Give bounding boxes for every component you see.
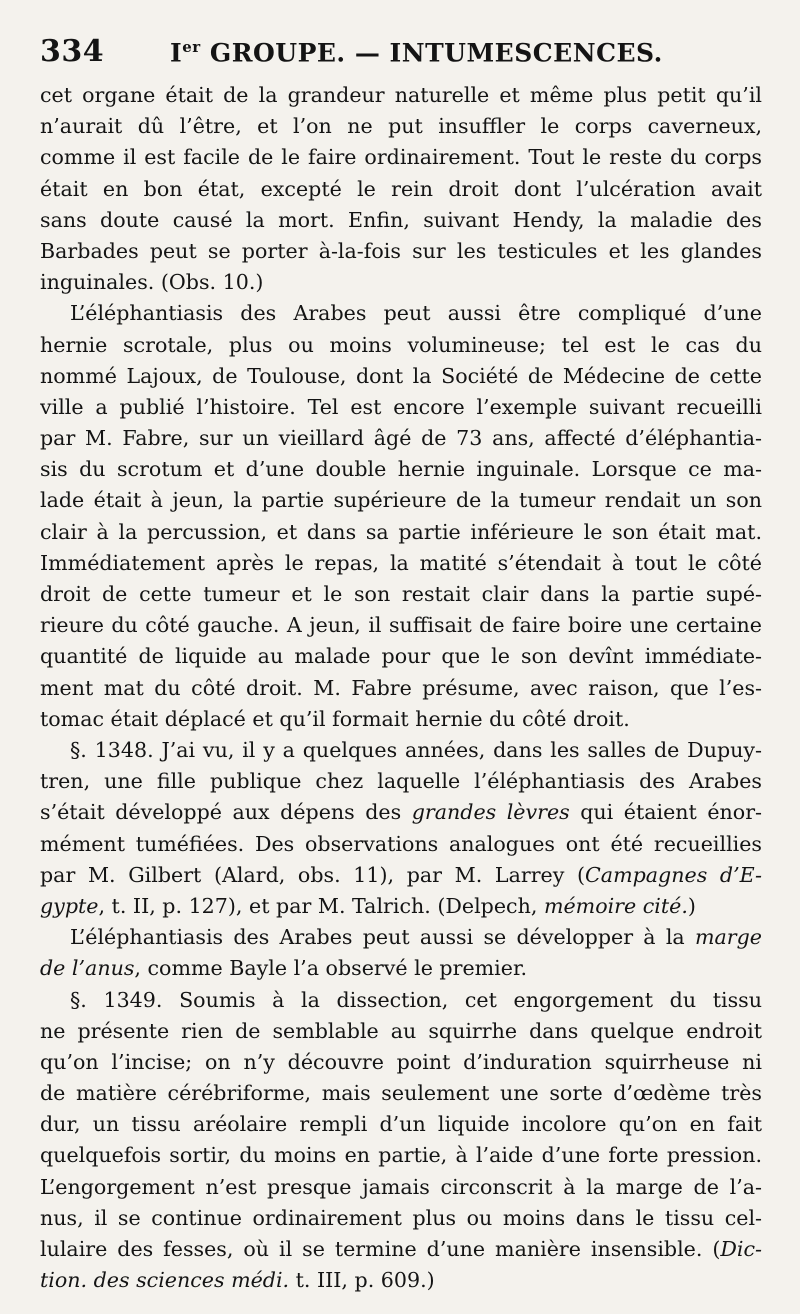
text-line bbox=[40, 1078, 762, 1109]
text-line bbox=[40, 1016, 762, 1047]
text-line bbox=[40, 953, 762, 984]
group-label: I bbox=[170, 38, 183, 67]
running-head bbox=[40, 34, 762, 80]
paragraph bbox=[40, 922, 762, 984]
text-line bbox=[40, 922, 762, 953]
text-line bbox=[40, 298, 762, 329]
text-run: n’aurait dû l’être, et l’on ne put insuffler le corps caverneux, bbox=[40, 114, 762, 139]
text-run: cet organe était de la grandeur naturelle et même plus petit qu’il bbox=[40, 83, 762, 107]
text-run: était en bon état, excepté le rein droit dont l’ulcération avait bbox=[40, 176, 762, 201]
text-line bbox=[40, 797, 762, 828]
text-run: s’était développé aux dépens des bbox=[40, 800, 412, 825]
paragraph bbox=[40, 80, 762, 298]
text-run: hernie scrotale, plus ou moins volumineuse; tel est le cas du bbox=[40, 332, 762, 357]
text-line bbox=[40, 891, 762, 922]
text-run: L’engorgement n’est presque jamais circonscrit à la marge de l’a- bbox=[40, 1174, 762, 1199]
text-run: , t. II, p. 127), et par M. Talrich. (Delpech, bbox=[98, 893, 544, 918]
text-run: tren, une fille publique chez laquelle l’éléphantiasis des Arabes bbox=[40, 769, 762, 794]
paragraph bbox=[40, 298, 762, 735]
paragraph bbox=[40, 735, 762, 922]
text-line bbox=[40, 454, 762, 485]
text-line bbox=[40, 1140, 762, 1171]
text-run: ville a publié l’histoire. Tel est encore l’exemple suivant recueilli bbox=[40, 394, 762, 419]
text-run: L’éléphantiasis des Arabes peut aussi se développer à la bbox=[70, 925, 695, 950]
text-run: lulaire des fesses, où il se termine d’une manière insensible. ( bbox=[40, 1237, 721, 1261]
text-run: lade était à jeun, la partie supérieure de la tumeur rendait un son bbox=[40, 488, 762, 513]
text-line bbox=[40, 610, 762, 641]
text-run: rieure du côté gauche. A jeun, il suffisait de faire boire une certaine bbox=[40, 613, 762, 638]
text-line bbox=[40, 1047, 762, 1078]
text-line bbox=[40, 392, 762, 423]
text-line bbox=[40, 485, 762, 516]
text-line bbox=[40, 1203, 762, 1234]
text-run: Barbades peut se porter à-la-fois sur les testicules et les glandes bbox=[40, 238, 762, 263]
text-run: comme il est facile de le faire ordinairement. Tout le reste du corps bbox=[40, 145, 762, 170]
text-run: sans doute causé la mort. Enfin, suivant Hendy, la maladie des bbox=[40, 207, 762, 232]
text-line bbox=[40, 517, 762, 548]
text-line bbox=[40, 1109, 762, 1140]
italic-text: Campagnes d’E- bbox=[585, 862, 762, 887]
italic-text: tion. des sciences médi. bbox=[40, 1268, 290, 1293]
text-line bbox=[40, 766, 762, 797]
text-line bbox=[40, 142, 762, 173]
group-title: GROUPE. — INTUMESCENCES. bbox=[200, 38, 663, 67]
text-line bbox=[40, 111, 762, 142]
text-line bbox=[40, 205, 762, 236]
text-line bbox=[40, 548, 762, 579]
italic-text: de l’anus bbox=[40, 956, 135, 981]
italic-text: grandes lèvres bbox=[411, 800, 570, 825]
text-run: §. 1348. J’ai vu, il y a quelques années, dans les salles de Dupuy- bbox=[70, 737, 762, 762]
text-run: quelquefois sortir, du moins en partie, à l’aide d’une forte pression. bbox=[40, 1143, 762, 1168]
text-run: ) bbox=[687, 893, 696, 918]
text-line bbox=[40, 860, 762, 891]
text-run: , comme Bayle l’a observé le premier. bbox=[134, 956, 528, 981]
italic-text: Dic- bbox=[720, 1237, 762, 1261]
text-line bbox=[40, 704, 762, 735]
text-run: de matière cérébriforme, mais seulement une sorte d’œdème très bbox=[40, 1081, 762, 1106]
text-run: tomac était déplacé et qu’il formait hernie du côté droit. bbox=[40, 706, 630, 731]
page-number: 334 bbox=[40, 34, 105, 69]
text-run: t. III, p. 609.) bbox=[289, 1268, 435, 1293]
text-run: ment mat du côté droit. M. Fabre présume, avec raison, que l’es- bbox=[40, 675, 762, 700]
text-run: qu’on l’incise; on n’y découvre point d’induration squirrheuse ni bbox=[40, 1049, 762, 1074]
text-line bbox=[40, 361, 762, 392]
text-run: inguinales. (Obs. 10.) bbox=[40, 270, 264, 295]
group-sup: er bbox=[182, 37, 201, 56]
text-line bbox=[40, 829, 762, 860]
text-run: nus, il se continue ordinairement plus ou moins dans le tissu cel- bbox=[40, 1205, 762, 1230]
text-run: droit de cette tumeur et le son restait clair dans la partie supé- bbox=[40, 582, 762, 607]
body-text bbox=[40, 80, 762, 1296]
text-line bbox=[40, 174, 762, 205]
italic-text: marge bbox=[694, 925, 762, 950]
running-title bbox=[170, 38, 762, 67]
text-run: qui étaient énor- bbox=[569, 800, 762, 825]
text-line bbox=[40, 1265, 762, 1296]
text-line bbox=[40, 985, 762, 1016]
text-line bbox=[40, 267, 762, 298]
text-run: par M. Gilbert (Alard, obs. 11), par M. Larrey ( bbox=[40, 862, 586, 887]
text-run: dur, un tissu aréolaire rempli d’un liquide incolore qu’on en fait bbox=[40, 1112, 762, 1137]
text-run: sis du scrotum et d’une double hernie inguinale. Lorsque ce ma- bbox=[40, 457, 762, 482]
text-line bbox=[40, 330, 762, 361]
text-run: mément tuméfiées. Des observations analogues ont été recueillies bbox=[40, 831, 762, 856]
text-line bbox=[40, 423, 762, 454]
text-run: Immédiatement après le repas, la matité s’étendait à tout le côté bbox=[40, 550, 762, 575]
text-line bbox=[40, 673, 762, 704]
text-run: ne présente rien de semblable au squirrhe dans quelque endroit bbox=[40, 1018, 762, 1043]
text-line bbox=[40, 1234, 762, 1265]
text-run: quantité de liquide au malade pour que le son devînt immédiate- bbox=[40, 644, 762, 669]
text-run: nommé Lajoux, de Toulouse, dont la Société de Médecine de cette bbox=[40, 363, 762, 388]
text-line bbox=[40, 80, 762, 111]
text-run: clair à la percussion, et dans sa partie inférieure le son était mat. bbox=[40, 519, 762, 544]
text-run: par M. Fabre, sur un vieillard âgé de 73 ans, affecté d’éléphantia- bbox=[40, 426, 762, 451]
paragraph bbox=[40, 985, 762, 1297]
text-run: §. 1349. Soumis à la dissection, cet engorgement du tissu bbox=[70, 987, 762, 1012]
text-run: L’éléphantiasis des Arabes peut aussi être compliqué d’une bbox=[70, 301, 762, 326]
text-line bbox=[40, 735, 762, 766]
text-line bbox=[40, 1172, 762, 1203]
text-line bbox=[40, 641, 762, 672]
italic-text: mémoire cité. bbox=[543, 893, 688, 918]
text-line bbox=[40, 236, 762, 267]
italic-text: gypte bbox=[40, 893, 99, 918]
text-line bbox=[40, 579, 762, 610]
